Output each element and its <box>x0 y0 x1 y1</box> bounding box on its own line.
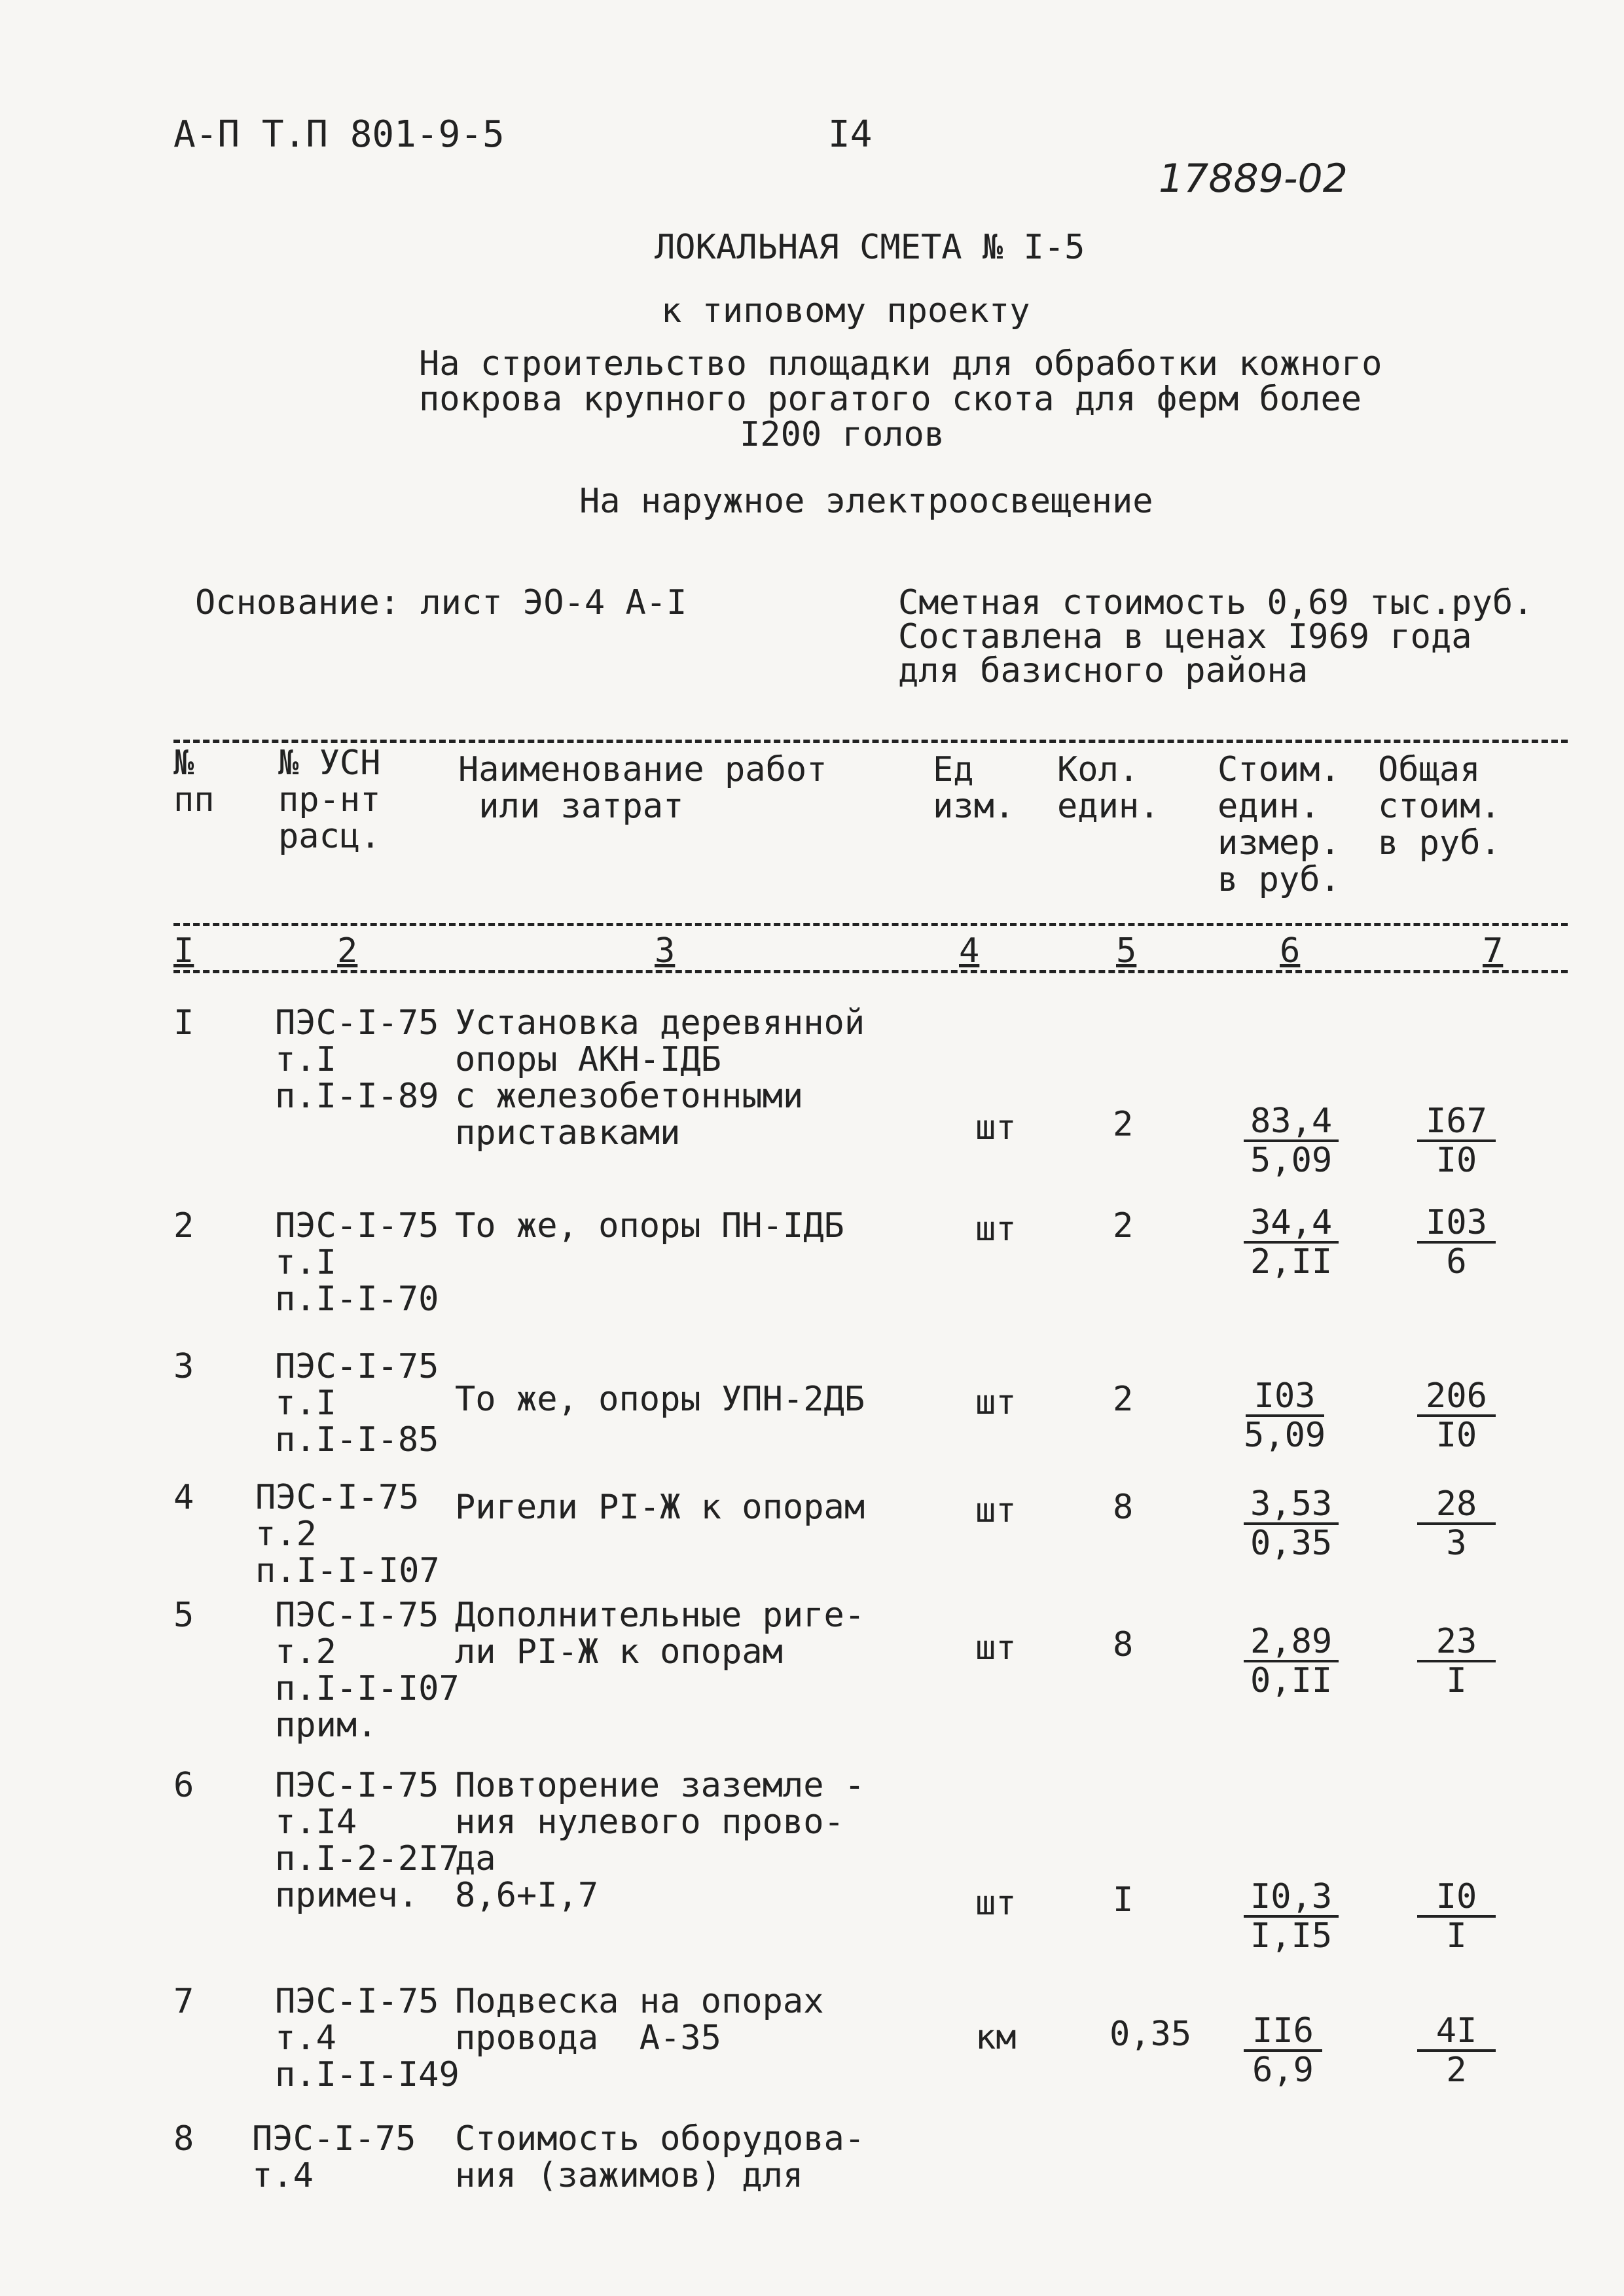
row-code: ПЭС-I-75 т.2 п.I-I-I07 <box>255 1478 440 1590</box>
row-code: ПЭС-I-75 т.I п.I-I-89 <box>275 1003 439 1116</box>
col-header-price: Стоим. един. измер. в руб. <box>1218 750 1341 899</box>
row-number: 3 <box>173 1347 194 1386</box>
header-rule-top <box>173 740 1568 743</box>
title-line-4: покрова крупного рогатого скота для ферм более <box>419 380 1362 419</box>
header-rule-middle <box>173 923 1568 926</box>
row-total: $\frac{I03}{6}$ <box>1417 1204 1496 1280</box>
estimated-cost: Сметная стоимость 0,69 тыс.руб. <box>898 583 1534 622</box>
title-line-1: ЛОКАЛЬНАЯ СМЕТА № I-5 <box>655 228 1085 267</box>
header-rule-bottom <box>173 970 1568 973</box>
row-number: 7 <box>173 1982 194 2021</box>
row-qty: 8 <box>1113 1488 1134 1527</box>
col-number: 6 <box>1280 931 1301 971</box>
region: для базисного района <box>898 651 1308 691</box>
row-qty: 2 <box>1113 1105 1134 1144</box>
row-number: 5 <box>173 1596 194 1635</box>
row-name: Ригели РI-Ж к опорам <box>455 1488 865 1527</box>
col-header-total: Общая стоим. в руб. <box>1378 750 1501 863</box>
price-base: Составлена в ценах I969 года <box>898 617 1472 656</box>
row-name: Подвеска на опорах провода А-35 <box>455 1982 824 2058</box>
col-number: 2 <box>337 931 358 971</box>
col-header-code: № УСН пр-нт расц. <box>278 744 381 856</box>
row-unit-price: $\frac{3,53}{0,35}$ <box>1244 1486 1339 1562</box>
row-unit: шт <box>975 1210 1017 1249</box>
row-qty: I <box>1113 1880 1134 1920</box>
row-unit: шт <box>975 1628 1017 1668</box>
col-header-unit: Ед изм. <box>933 750 1015 826</box>
col-number: I <box>173 931 194 971</box>
title-line-6: На наружное электроосвещение <box>579 482 1153 521</box>
row-total: $\frac{4I}{2}$ <box>1417 2013 1496 2089</box>
handwritten-number: 17889-02 <box>1159 156 1348 202</box>
col-number: 7 <box>1483 931 1504 971</box>
row-unit: шт <box>975 1383 1017 1422</box>
title-line-5: I200 голов <box>740 415 945 454</box>
row-name: То же, опоры ПН-IДБ <box>455 1206 844 1246</box>
row-name: Установка деревянной опоры АКН-IДБ с железобетонными приставками <box>455 1003 865 1153</box>
row-number: 6 <box>173 1766 194 1805</box>
row-code: ПЭС-I-75 т.I4 п.I-2-2I7 примеч. <box>275 1766 460 1915</box>
row-code: ПЭС-I-75 т.I п.I-I-85 <box>275 1347 439 1460</box>
row-name: Стоимость оборудова- ния (зажимов) для <box>455 2119 865 2195</box>
row-unit: шт <box>975 1108 1017 1147</box>
row-total: $\frac{206}{I0}$ <box>1417 1378 1496 1454</box>
col-number: 5 <box>1116 931 1137 971</box>
row-total: $\frac{28}{3}$ <box>1417 1486 1496 1562</box>
row-total: $\frac{I0}{I}$ <box>1417 1878 1496 1954</box>
row-name: Повторение заземле - ния нулевого прово- да 8,6+I,7 <box>455 1766 865 1915</box>
col-header-name: Наименование работ или затрат <box>458 750 827 826</box>
row-qty: 2 <box>1113 1206 1134 1246</box>
row-unit-price: $\frac{I0,3}{I,I5}$ <box>1244 1878 1339 1954</box>
row-code: ПЭС-I-75 т.2 п.I-I-I07 прим. <box>275 1596 460 1745</box>
row-code: ПЭС-I-75 т.4 <box>252 2119 416 2195</box>
col-header-number: № пп <box>173 744 215 819</box>
title-line-2: к типовому проекту <box>661 291 1030 331</box>
row-unit-price: $\frac{II6}{6,9}$ <box>1244 2013 1322 2089</box>
row-unit-price: $\frac{2,89}{0,II}$ <box>1244 1623 1339 1699</box>
basis-left: Основание: лист ЭО-4 А-I <box>195 583 687 622</box>
row-number: 4 <box>173 1478 194 1517</box>
col-number: 3 <box>655 931 676 971</box>
row-number: 2 <box>173 1206 194 1246</box>
row-unit: шт <box>975 1491 1017 1530</box>
row-total: $\frac{I67}{I0}$ <box>1417 1103 1496 1179</box>
row-unit: шт <box>975 1884 1017 1923</box>
row-qty: 2 <box>1113 1380 1134 1419</box>
row-name: Дополнительные риге- ли РI-Ж к опорам <box>455 1596 865 1672</box>
row-code: ПЭС-I-75 т.4 п.I-I-I49 <box>275 1982 460 2094</box>
row-qty: 0,35 <box>1110 2015 1192 2054</box>
row-number: 8 <box>173 2119 194 2159</box>
row-qty: 8 <box>1113 1625 1134 1664</box>
title-line-3: На строительство площадки для обработки кожного <box>419 344 1382 384</box>
row-code: ПЭС-I-75 т.I п.I-I-70 <box>275 1206 439 1319</box>
row-number: I <box>173 1003 194 1043</box>
col-header-qty: Кол. един. <box>1057 750 1160 826</box>
row-unit: км <box>975 2018 1017 2057</box>
page-number: I4 <box>828 113 873 156</box>
col-number: 4 <box>959 931 980 971</box>
row-name: То же, опоры УПН-2ДБ <box>455 1380 865 1419</box>
document-code: А-П Т.П 801-9-5 <box>173 113 505 156</box>
row-unit-price: $\frac{I03}{5,09}$ <box>1244 1376 1326 1455</box>
row-unit-price: $\frac{34,4}{2,II}$ <box>1244 1204 1339 1280</box>
row-unit-price: $\frac{83,4}{5,09}$ <box>1244 1103 1339 1179</box>
row-total: $\frac{23}{I}$ <box>1417 1623 1496 1699</box>
